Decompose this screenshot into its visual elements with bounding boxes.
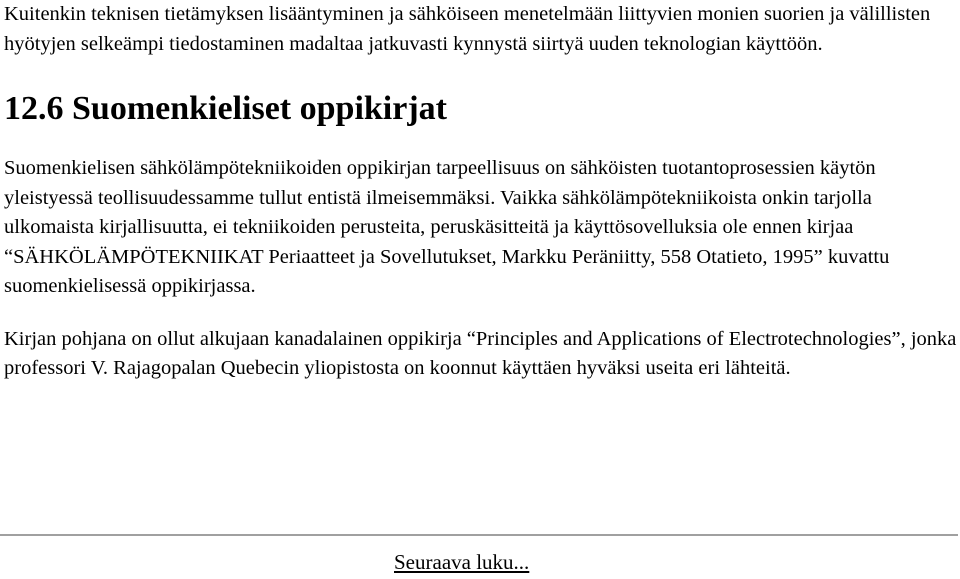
document-page bbox=[4, 0, 958, 384]
body-paragraph: Kirjan pohjana on ollut alkujaan kanadalainen oppikirja “Principles and Applications of Electrotechnologies”, jonka professori V. Rajagopalan Quebecin yliopistosta on koonnut käyttäen hyväksi useita eri lähteitä. bbox=[4, 327, 957, 379]
horizontal-divider bbox=[0, 534, 958, 536]
body-paragraph: Suomenkielisen sähkölämpötekniikoiden oppikirjan tarpeellisuus on sähköisten tuotantoprosessien käytön yleistyessä teollisuudessamme tullut entistä ilmeisemmäksi. Vaikka sähkölämpötekniikoista onkin tarjolla ulkomaista kirjallisuutta, ei tekniikoiden perusteita, peruskäsitteitä ja käyttösovelluksia ole ennen kirjaa “SÄHKÖLÄMPÖTEKNIIKAT Periaatteet ja Sovellutukset, Markku Peräniitty, 558 Otatieto, 1995” kuvattu suomenkielisessä oppikirjassa. bbox=[4, 157, 890, 297]
next-chapter-link[interactable]: Seuraava luku... bbox=[394, 550, 530, 574]
intro-paragraph: Kuitenkin teknisen tietämyksen lisääntyminen ja sähköiseen menetelmään liittyvien monien suorien ja välillisten hyötyjen selkeämpi tiedostaminen madaltaa jatkuvasti kynnystä siirtyä uuden teknologian käyttöön. bbox=[4, 3, 931, 55]
section-heading: 12.6 Suomenkieliset oppikirjat bbox=[4, 90, 447, 127]
